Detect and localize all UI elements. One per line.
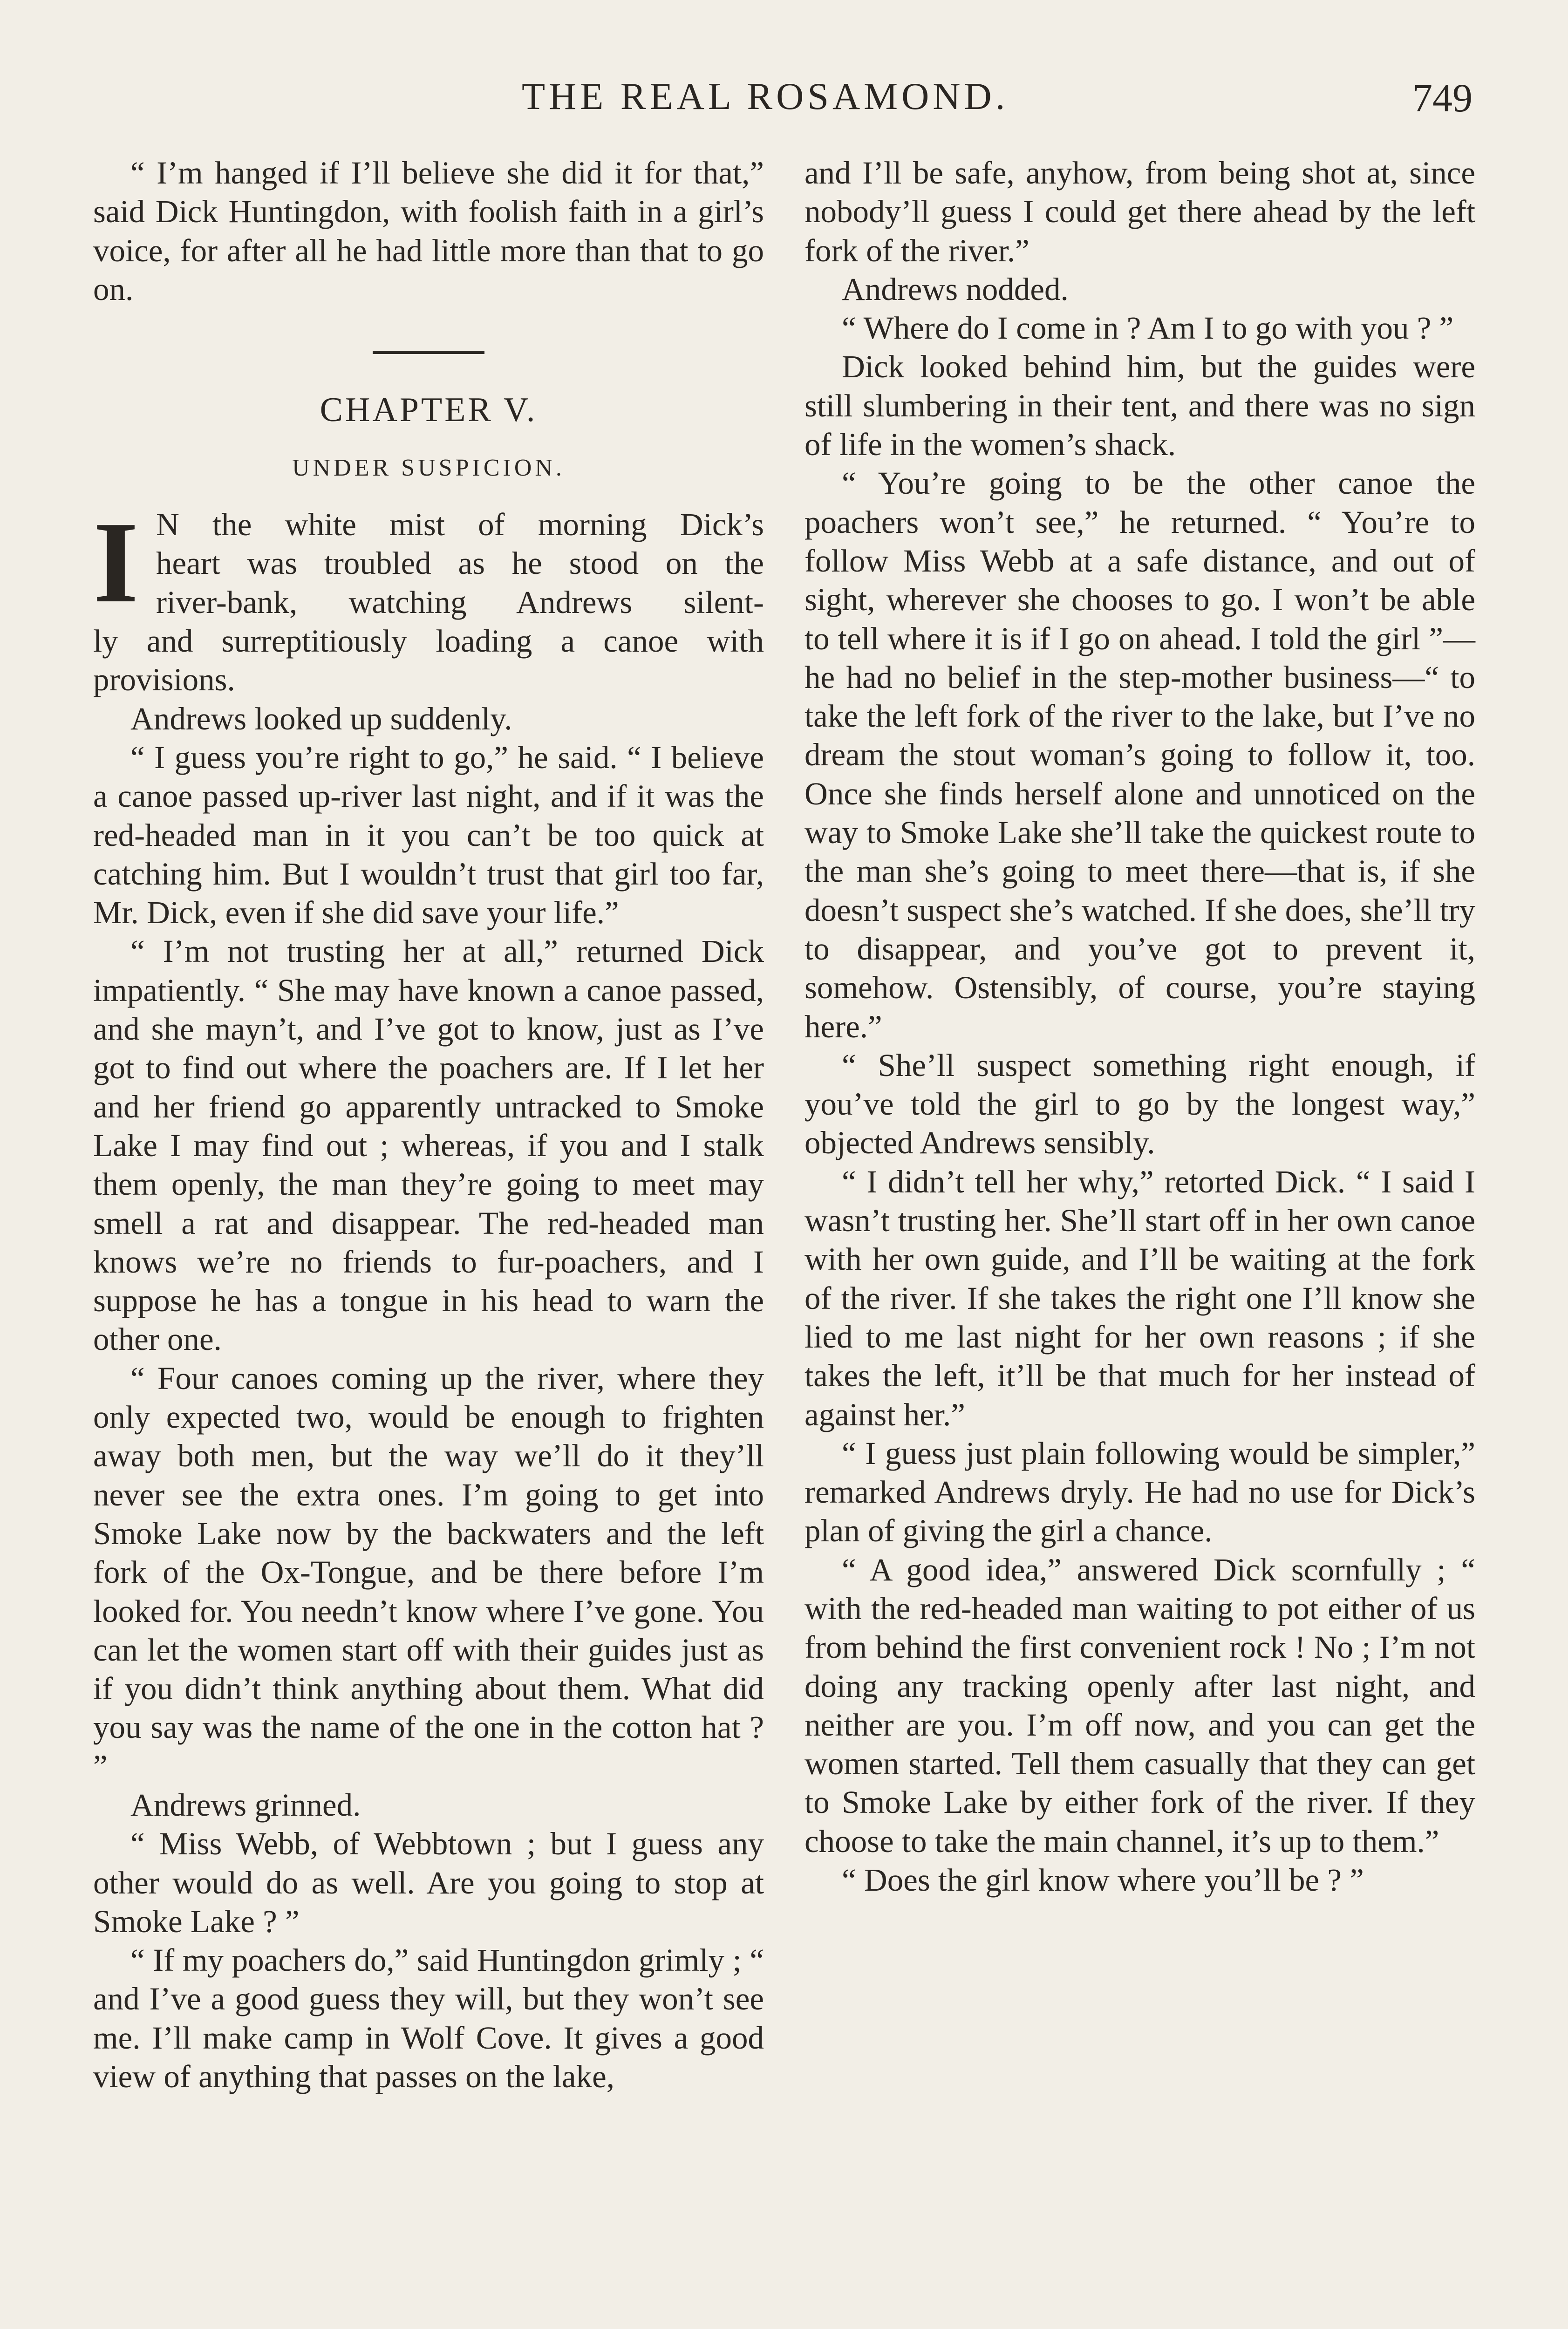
paragraph: “ She’ll suspect something right enough, if you’ve told the girl to go by the longest way,” objected Andrews sensibly. (804, 1047, 1475, 1161)
paragraph: Andrews nodded. (842, 271, 1069, 307)
dropcap-lines (93, 498, 764, 627)
chapter-title: CHAPTER V. (320, 391, 538, 429)
paragraph: Dick looked behind him, but the guides were still slumbering in their tent, and there was no sign of life in the women’s shack. (804, 349, 1475, 463)
paragraph: “ Where do I come in ? Am I to go with you ? ” (842, 310, 1454, 346)
paragraph: “ Four canoes coming up the river, where they only expected two, would be enough to frighten away both men, but the way we’ll do it they’ll never see the extra ones. I’m going to get into Smoke Lake now by the backwaters and the left fork of the Ox-Tongue, and be there before I’m looked for. You needn’t know where I’ve gone. You can let the women start off with their guides just as if you didn’t think anything about them. What did you say was the name of the one in the cotton hat ? ” (93, 1360, 764, 1784)
paragraph: “ Miss Webb, of Webbtown ; but I guess any other would do as well. Are you going to stop at Smoke Lake ? ” (93, 1826, 764, 1939)
drop-cap: I (93, 498, 139, 627)
left-column (93, 154, 764, 2096)
right-column (804, 154, 1475, 1900)
page-number: 749 (1412, 75, 1473, 120)
dropcap-line: N the white mist of morning Dick’s (156, 507, 764, 543)
paragraph: “ A good idea,” answered Dick scornfully ; “ with the red-headed man waiting to pot either of us from behind the first convenient rock ! No ; I’m not doing any tracking openly after last night, and neither are you. I’m off now, and you can get the women started. Tell them casually that they can get to Smoke Lake by either fork of the river. If they choose to take the main channel, it’s up to them.” (804, 1552, 1475, 1859)
dropcap-line: river-bank, watching Andrews silent- (156, 584, 764, 620)
dropcap-line: heart was troubled as he stood on the (156, 545, 764, 581)
paragraph: “ I’m not trusting her at all,” returned Dick impatiently. “ She may have known a canoe passed, and she mayn’t, and I’ve got to know, just as I’ve got to find out where the poachers are. If I let her and her friend go apparently untracked to Smoke Lake I may find out ; whereas, if you and I stalk them openly, the man they’re going to meet may smell a rat and disappear. The red-headed man knows we’re no friends to fur-poachers, and I suppose he has a tongue in his head to warn the other one. (93, 933, 764, 1357)
chapter-subtitle: UNDER SUSPICION. (292, 455, 565, 482)
paragraph: ly and surreptitiously loading a canoe with provisions. (93, 623, 764, 698)
paragraph: “ I guess you’re right to go,” he said. “ I believe a canoe passed up-river last night, and if it was the red-headed man in it you can’t be too quick at catching him. But I wouldn’t trust that girl too far, Mr. Dick, even if she did save your life.” (93, 739, 764, 931)
paragraph: “ I guess just plain following would be simpler,” remarked Andrews dryly. He had no use for Dick’s plan of giving the girl a chance. (804, 1435, 1475, 1549)
continuation-paragraph: and I’ll be safe, anyhow, from being shot at, since nobody’ll guess I could get there ahead by the left fork of the river.” (804, 155, 1475, 268)
paragraph: Andrews grinned. (130, 1787, 361, 1823)
paragraph: “ If my poachers do,” said Huntingdon grimly ; “ and I’ve a good guess they will, but they won’t see me. I’ll make camp in Wolf Cove. It gives a good view of anything that passes on the lake, (93, 1942, 764, 2095)
page-header (0, 75, 1568, 130)
paragraph: Andrews looked up suddenly. (130, 701, 512, 736)
opening-paragraph: “ I’m hanged if I’ll believe she did it for that,” said Dick Huntingdon, with foolish faith in a girl’s voice, for after all he had little more than that to go on. (93, 155, 764, 307)
paragraph: “ Does the girl know where you’ll be ? ” (842, 1862, 1364, 1898)
paragraph: “ I didn’t tell her why,” retorted Dick. “ I said I wasn’t trusting her. She’ll start off in her own canoe with her own guide, and I’ll be waiting at the fork of the river. If she takes the right one I’ll know she lied to me last night for her own reasons ; if she takes the left, it’ll be that much for her instead of against her.” (804, 1164, 1475, 1432)
section-divider (373, 351, 484, 354)
paragraph: “ You’re going to be the other canoe the poachers won’t see,” he returned. “ You’re to follow Miss Webb at a safe distance, and out of sight, wherever she chooses to go. I won’t be able to tell where it is if I go on ahead. I told the girl ”—he had no belief in the step-mother business—“ to take the left fork of the river to the lake, but I’ve no dream the stout woman’s going to follow it, too. Once she finds herself alone and unnoticed on the way to Smoke Lake she’ll take the quickest route to the man she’s going to meet there—that is, if she doesn’t suspect she’s watched. If she does, she’ll try to disappear, and you’ve got to prevent it, somehow. Ostensibly, of course, you’re staying here.” (804, 465, 1475, 1044)
chapter-opening (93, 498, 764, 699)
running-title: THE REAL ROSAMOND. (522, 75, 1009, 117)
